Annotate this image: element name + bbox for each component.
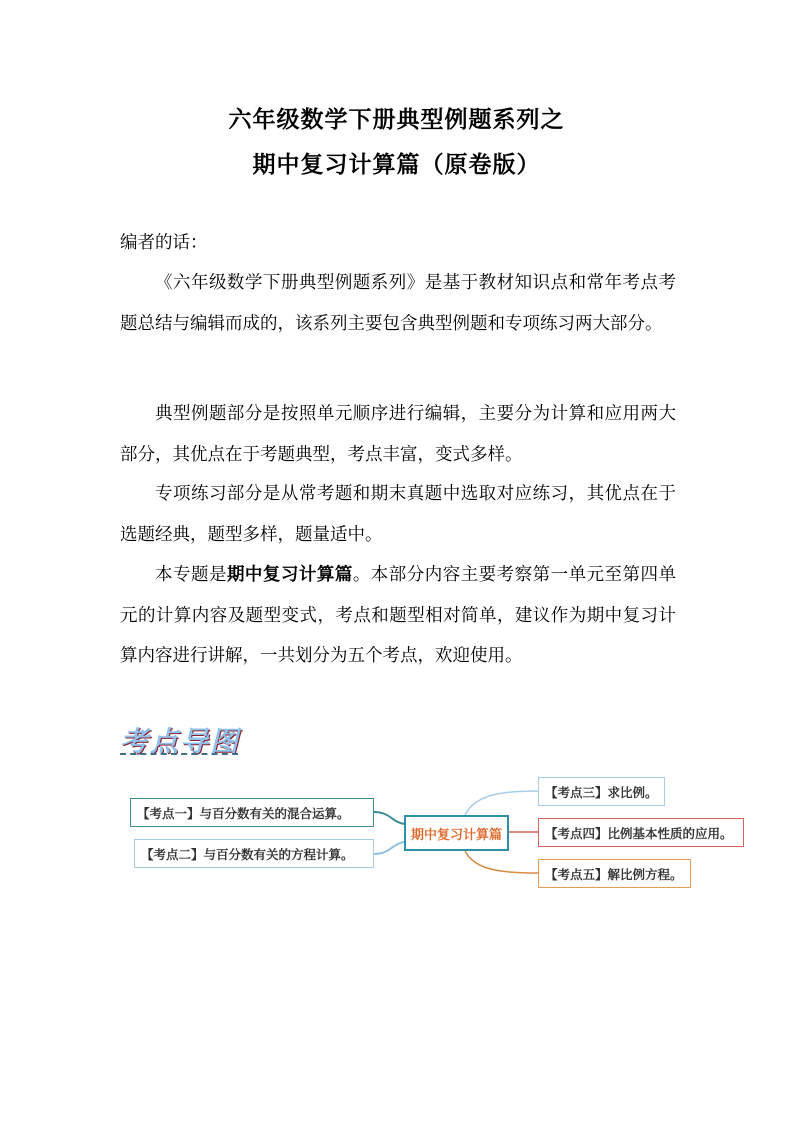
mindmap-node-topic-2: 【考点二】与百分数有关的方程计算。 (134, 839, 374, 868)
paragraph-4-bold-topic: 期中复习计算篇 (226, 565, 353, 585)
section-heading-mindmap: 考点导图 (120, 725, 241, 758)
paragraph-4-suffix: 。本部分内容主要考察第一单元至第四单元的计算内容及题型变式，考点和题型相对简单，建议作为期中复习计算内容进行讲解，一共划分为五个考点，欢迎使用。 (120, 565, 677, 666)
paragraph-4-prefix: 本专题是 (155, 565, 227, 585)
intro-paragraph-3: 专项练习部分是从常考题和期末真题中选取对应练习，其优点在于选题经典，题型多样，题量适中。 (120, 484, 676, 545)
mindmap-node-topic-4: 【考点四】比例基本性质的应用。 (538, 818, 744, 847)
mindmap-node-topic-1: 【考点一】与百分数有关的混合运算。 (130, 798, 374, 827)
document-title-line1: 六年级数学下册典型例题系列之 (228, 107, 565, 133)
mindmap-node-topic-3: 【考点三】求比例。 (538, 777, 665, 806)
editor-note-label: 编者的话： (120, 233, 208, 253)
mindmap-node-topic-5: 【考点五】解比例方程。 (538, 859, 691, 888)
document-title-line2: 期中复习计算篇（原卷版） (252, 152, 541, 178)
intro-paragraph-1: 《六年级数学下册典型例题系列》是基于教材知识点和常年考点考题总结与编辑而成的，该系列主要包含典型例题和专项练习两大部分。 (120, 273, 676, 334)
mindmap-center-node: 期中复习计算篇 (404, 815, 509, 851)
intro-paragraph-2: 典型例题部分是按照单元顺序进行编辑，主要分为计算和应用两大部分，其优点在于考题典型，考点丰富，变式多样。 (120, 404, 676, 465)
